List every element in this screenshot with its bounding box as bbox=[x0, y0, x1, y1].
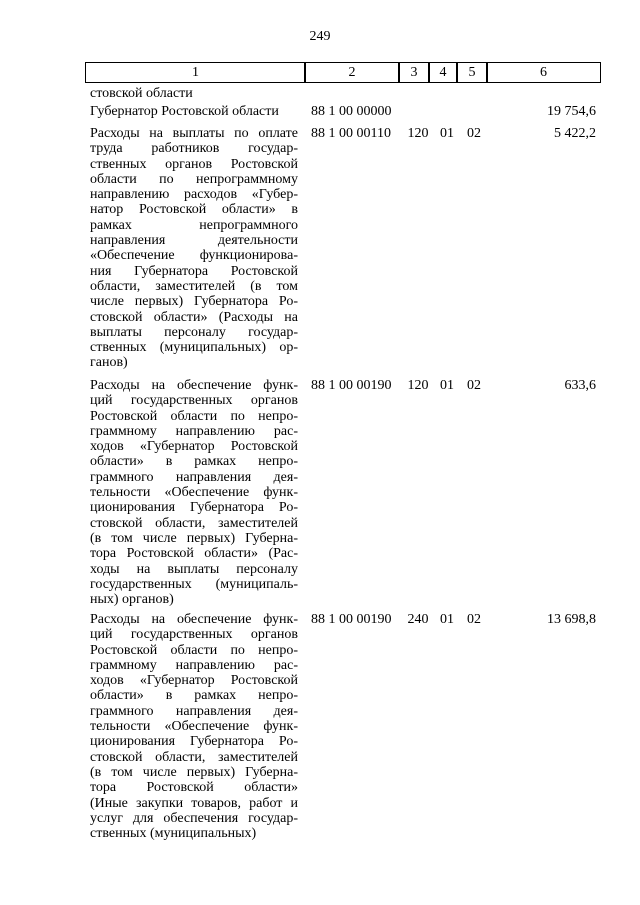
description-line: ных) органов) bbox=[90, 592, 174, 608]
row-amount: 5 422,2 bbox=[554, 126, 596, 141]
row-code: 88 1 00 00000 bbox=[311, 104, 392, 119]
row-expense-type: 120 bbox=[407, 126, 429, 141]
description-line: государственных (муниципаль- bbox=[90, 576, 298, 592]
description-line: граммного направления дея- bbox=[90, 469, 298, 485]
row-subsection: 02 bbox=[467, 126, 481, 141]
row-code: 88 1 00 00190 bbox=[311, 612, 392, 627]
row-amount: 19 754,6 bbox=[547, 104, 596, 119]
description-line: ционирования Губернатора Ро- bbox=[90, 500, 298, 516]
description-line: ционирования Губернатора Ро- bbox=[90, 734, 298, 750]
description-line: тельности «Обеспечение функ- bbox=[90, 485, 298, 501]
description-line: ций государственных органов bbox=[90, 393, 298, 409]
description-line: ходы на выплаты персоналу bbox=[90, 561, 298, 577]
description-line: Губернатор Ростовской области bbox=[90, 104, 279, 119]
column-header-4: 4 bbox=[428, 62, 458, 83]
description-line: тора Ростовской области» bbox=[90, 780, 298, 796]
description-line: области» в рамках непро- bbox=[90, 454, 298, 470]
page-number: 249 bbox=[309, 29, 331, 44]
row-subsection: 02 bbox=[467, 378, 481, 393]
row-expense-type: 120 bbox=[407, 378, 429, 393]
row-section: 01 bbox=[440, 126, 454, 141]
row-code: 88 1 00 00110 bbox=[311, 126, 391, 141]
description-line: области, заместителей (в том bbox=[90, 278, 298, 294]
description-line: числе первых) Губернатора Ро- bbox=[90, 294, 298, 310]
description-line: граммному направлению рас- bbox=[90, 423, 298, 439]
description-line: стовской области, заместителей bbox=[90, 515, 298, 531]
description-line: ния Губернатора Ростовской bbox=[90, 263, 298, 279]
column-header-2: 2 bbox=[304, 62, 400, 83]
row-description bbox=[90, 612, 298, 841]
description-line: Расходы на обеспечение функ- bbox=[90, 378, 298, 393]
description-line: (Иные закупки товаров, работ и bbox=[90, 795, 298, 811]
description-line: направлению расходов «Губер- bbox=[90, 187, 298, 203]
row-description bbox=[90, 126, 298, 371]
description-line: стовской области, заместителей bbox=[90, 749, 298, 765]
row-code: 88 1 00 00190 bbox=[311, 378, 392, 393]
description-line: выплаты персоналу государ- bbox=[90, 324, 298, 340]
description-line: Ростовской области по непро- bbox=[90, 408, 298, 424]
description-line: области» в рамках непро- bbox=[90, 688, 298, 704]
row-amount: 633,6 bbox=[564, 378, 596, 393]
column-header-1: 1 bbox=[85, 62, 306, 83]
row-section: 01 bbox=[440, 378, 454, 393]
description-line: «Обеспечение функционирова- bbox=[90, 248, 298, 264]
description-line: области по непрограммному bbox=[90, 171, 298, 187]
column-header-3: 3 bbox=[398, 62, 430, 83]
description-line: ственных (муниципальных) bbox=[90, 826, 257, 842]
row-description bbox=[90, 378, 298, 607]
description-line: услуг для обеспечения государ- bbox=[90, 810, 298, 826]
description-line: ганов) bbox=[90, 355, 128, 371]
description-line: натор Ростовской области» в bbox=[90, 202, 298, 218]
description-line: Ростовской области по непро- bbox=[90, 642, 298, 658]
description-line: граммного направления дея- bbox=[90, 703, 298, 719]
description-line: Расходы на обеспечение функ- bbox=[90, 612, 298, 627]
row-expense-type: 240 bbox=[407, 612, 429, 627]
description-line: (в том числе первых) Губерна- bbox=[90, 764, 298, 780]
description-line: стовской области» (Расходы на bbox=[90, 309, 298, 325]
description-line: рамках непрограммного bbox=[90, 217, 298, 233]
description-line: ходов «Губернатор Ростовской bbox=[90, 673, 298, 689]
row-amount: 13 698,8 bbox=[547, 612, 596, 627]
description-line: ций государственных органов bbox=[90, 627, 298, 643]
description-line: граммному направлению рас- bbox=[90, 657, 298, 673]
description-line: ходов «Губернатор Ростовской bbox=[90, 439, 298, 455]
continuation-text bbox=[90, 86, 298, 101]
description-line: Расходы на выплаты по оплате bbox=[90, 126, 298, 141]
description-line: (в том числе первых) Губерна- bbox=[90, 530, 298, 546]
row-description bbox=[90, 104, 298, 119]
row-section: 01 bbox=[440, 612, 454, 627]
description-line: труда работников государ- bbox=[90, 141, 298, 157]
column-header-5: 5 bbox=[456, 62, 488, 83]
column-header-6: 6 bbox=[486, 62, 601, 83]
description-line: ственных органов Ростовской bbox=[90, 156, 298, 172]
description-line: ственных (муниципальных) ор- bbox=[90, 340, 298, 356]
description-line: направления деятельности bbox=[90, 233, 298, 249]
continuation-line: стовской области bbox=[90, 86, 193, 101]
description-line: тора Ростовской области» (Рас- bbox=[90, 546, 298, 562]
description-line: тельности «Обеспечение функ- bbox=[90, 719, 298, 735]
table-header bbox=[85, 62, 600, 83]
row-subsection: 02 bbox=[467, 612, 481, 627]
